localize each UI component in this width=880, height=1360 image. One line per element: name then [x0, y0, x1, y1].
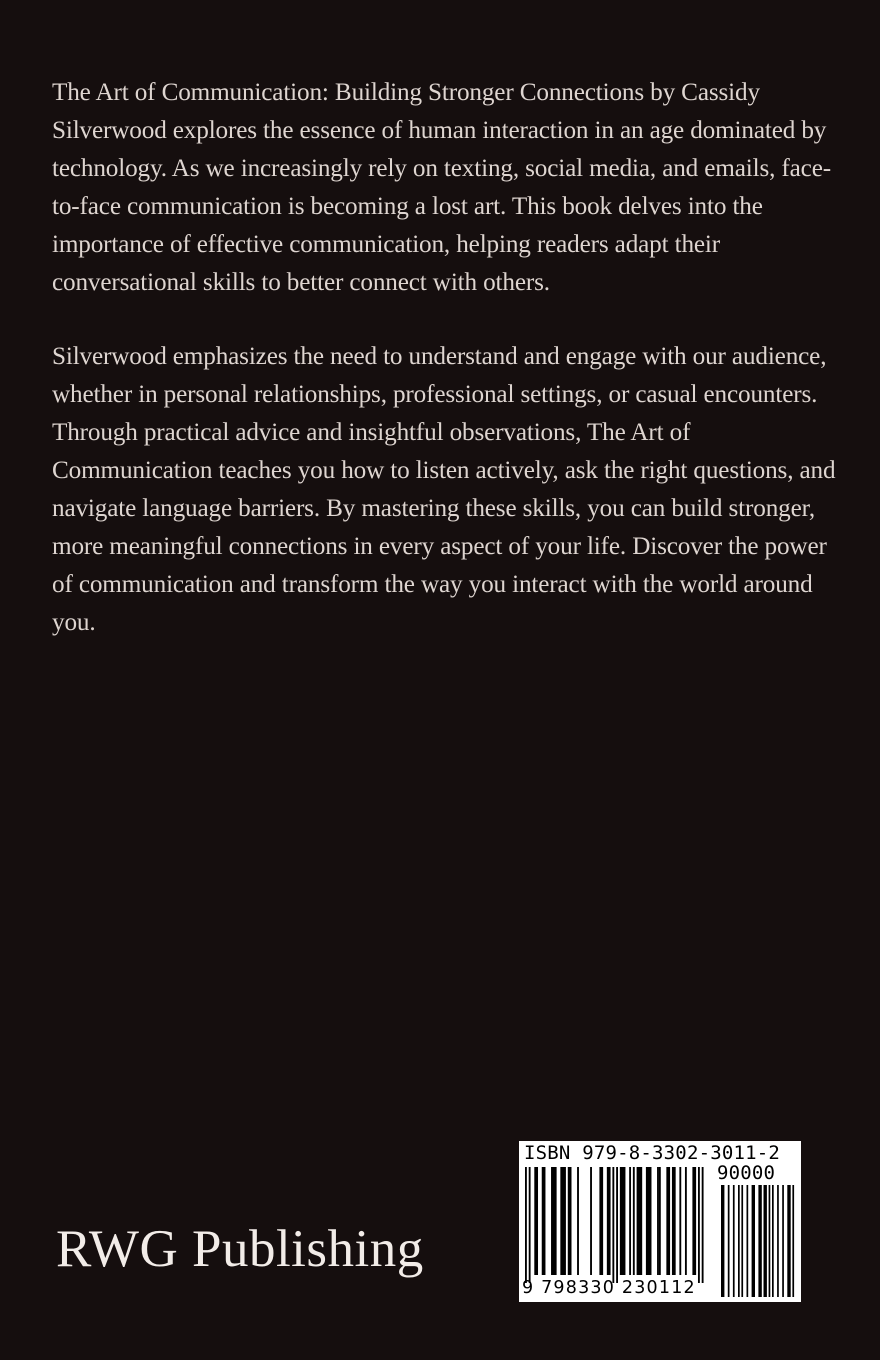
barcode-addon-bar	[758, 1185, 761, 1297]
barcode-bar	[534, 1167, 538, 1275]
publisher-name: RWG Publishing	[56, 1220, 424, 1278]
barcode-bar	[551, 1167, 557, 1275]
barcode-addon-bar	[741, 1185, 743, 1297]
barcode-bar	[542, 1167, 546, 1275]
barcode-bar	[672, 1167, 676, 1275]
barcode-bar	[568, 1167, 572, 1275]
barcode-addon-bar	[752, 1185, 755, 1297]
barcode-guard-bar	[702, 1167, 704, 1283]
barcode-bar	[659, 1167, 661, 1275]
barcode-addon-bar	[777, 1185, 779, 1297]
barcode-bar	[560, 1167, 566, 1275]
barcode-guard-bar	[525, 1167, 527, 1283]
barcode-bar	[692, 1167, 696, 1275]
barcode-bar	[666, 1167, 670, 1275]
barcode-addon-bar	[721, 1185, 724, 1297]
barcode-addon-bar	[782, 1185, 784, 1297]
barcode-addon-bar	[764, 1185, 767, 1297]
isbn-label: ISBN 979-8-3302-3011-2	[524, 1142, 781, 1164]
barcode-bar	[607, 1167, 611, 1275]
barcode-guard-bar	[529, 1167, 531, 1283]
barcode-guard-bar	[616, 1167, 618, 1283]
isbn-barcode	[519, 1141, 801, 1302]
barcode-addon-bar	[733, 1185, 735, 1297]
barcode-addon-bar	[787, 1185, 790, 1297]
ean-digits: 9 798330 230112	[522, 1278, 696, 1298]
price-code: 90000	[717, 1162, 776, 1184]
description-paragraph-1: The Art of Communication: Building Stronger Connections by Cassidy Silverwood explores the essence of human interaction in an age dominated by technology. As we increasingly rely on texting, social media, and emails, face-to-face communication is becoming a lost art. This book delves into the importance of effective communication, helping readers adapt their conversational skills to better connect with others.	[52, 79, 831, 296]
barcode-addon-bar	[792, 1185, 794, 1297]
barcode-bar	[633, 1167, 635, 1275]
barcode-bar	[629, 1167, 631, 1275]
description-paragraph-2: Silverwood emphasizes the need to understand and engage with our audience, whether in personal relationships, professional settings, or casual encounters. Through practical advice and insightful observations, The Art of Communication teaches you how to listen actively, ask the right questions, and navigate language barriers. By mastering these skills, you can build stronger, more meaningful connections in every aspect of your life. Discover the power of communication and transform the way you interact with the world around you.	[52, 343, 836, 636]
barcode-addon-bar	[772, 1185, 774, 1297]
barcode-guard-bar	[698, 1167, 700, 1283]
barcode-bar	[685, 1167, 687, 1275]
barcode-addon-bar	[747, 1185, 749, 1297]
barcode-bar	[657, 1167, 659, 1275]
barcode-bar	[577, 1167, 579, 1275]
barcode-bar	[599, 1167, 603, 1275]
barcode-addon-bar	[769, 1185, 771, 1297]
barcode-bar	[590, 1167, 592, 1275]
barcode-guard-bar	[612, 1167, 614, 1283]
barcode-bar	[679, 1167, 681, 1275]
barcode-addon-bar	[738, 1185, 740, 1297]
barcode-bar	[637, 1167, 643, 1275]
barcode-bar	[620, 1167, 626, 1275]
barcode-addon-bar	[728, 1185, 730, 1297]
book-description	[52, 74, 842, 642]
barcode-bar	[646, 1167, 652, 1275]
